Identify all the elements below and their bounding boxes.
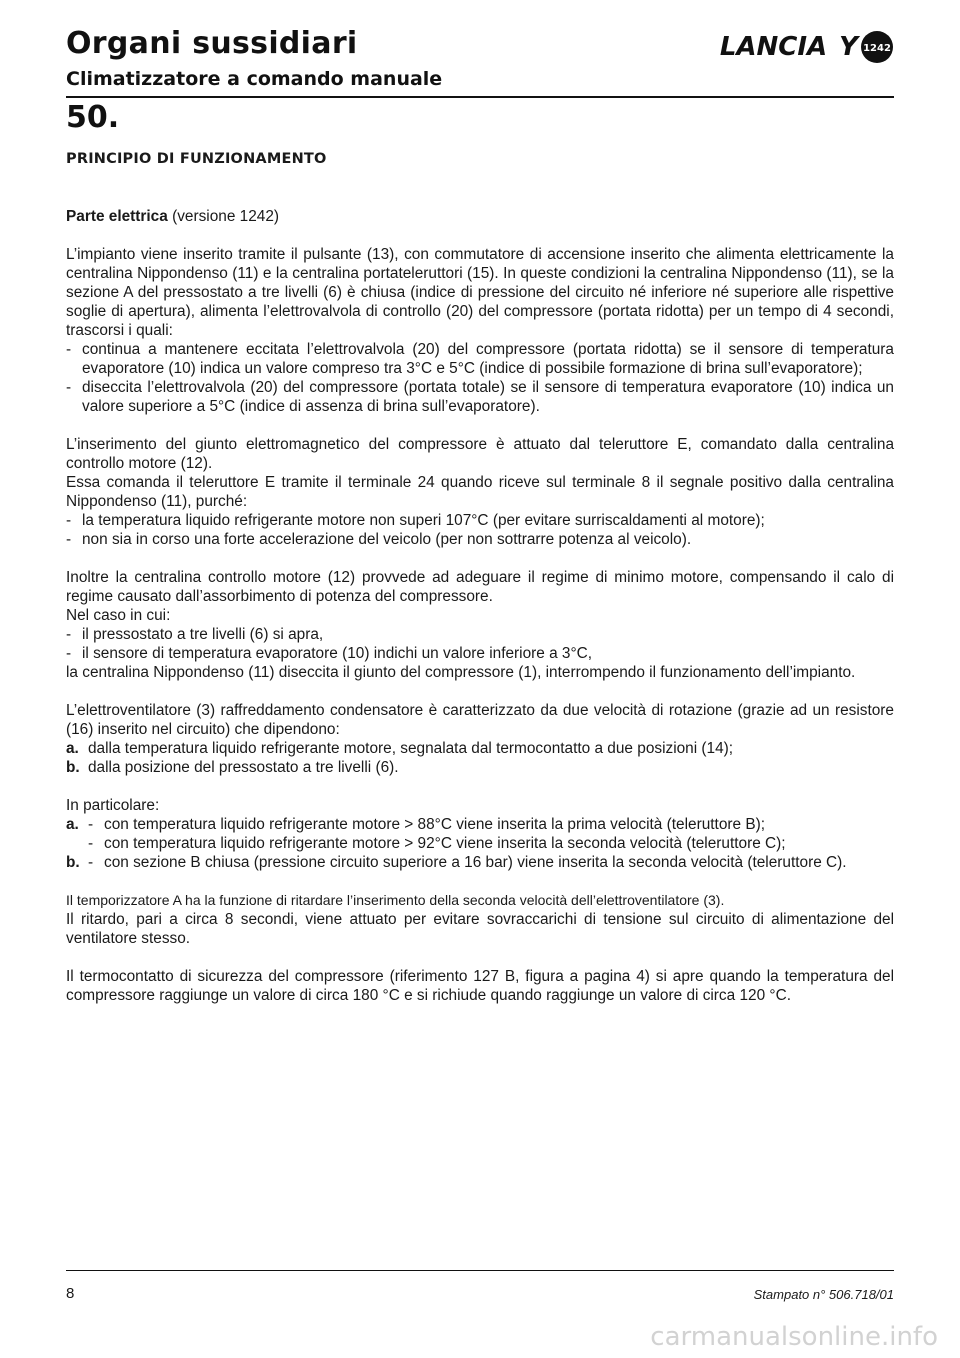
- paragraph-7: Il termocontatto di sicurezza del compressore (riferimento 127 B, figura a pagina 4) si apre quando la temperatura del compressore raggiunge un valore di circa 180 °C e si richiude quando raggiunge un valore di circa 120 °C.: [66, 968, 894, 1004]
- body-text: [66, 150, 894, 1005]
- footer-divider: [66, 1270, 894, 1271]
- print-reference: Stampato n° 506.718/01: [753, 1287, 894, 1302]
- list-item-text: continua a mantenere eccitata l’elettrovalvola (20) del compressore (portata ridotta) se il sensore di temperatura evaporatore (10) indica un valore compreso tra 3°C e 5°C (indice di possibile formazione di brina sull’evaporatore);: [82, 341, 894, 377]
- list-item-mark: b.: [66, 854, 80, 871]
- list-item-text: la temperatura liquido refrigerante motore non superi 107°C (per evitare surriscaldamenti al motore);: [82, 512, 765, 529]
- list-item-text: non sia in corso una forte accelerazione del veicolo (per non sottrarre potenza al veicolo).: [82, 531, 692, 548]
- paragraph-1: L’impianto viene inserito tramite il pulsante (13), con commutatore di accensione inserito che alimenta elettricamente la centralina Nippondenso (11) e la centralina portateleruttori (15). In queste condizioni la centralina Nippondenso (11), se la sezione A del pressostato a tre livelli (6) è chiusa (indice di pressione del circuito né inferiore né superiore alle rispettive soglie di apertura), alimenta l’elettrovalvola di controllo (20) del compressore (portata ridotta) per un tempo di 4 secondi, trascorsi i quali:: [66, 246, 894, 339]
- list-item: - diseccita l’elettrovalvola (20) del compressore (portata totale) se il sensore di temperatura evaporatore (10) indica un valore superiore a 5°C (indice di assenza di brina sull’evaporatore).: [66, 379, 894, 415]
- paragraph-3: Inoltre la centralina controllo motore (12) provvede ad adeguare il regime di minimo motore, compensando il calo di regime causato dall’assorbimento di potenza del compressore.: [66, 569, 894, 605]
- list-item: [66, 739, 894, 758]
- paragraph-3c: la centralina Nippondenso (11) diseccita il giunto del compressore (1), interrompendo il funzionamento dell’impianto.: [66, 664, 856, 681]
- list-item: [66, 853, 894, 872]
- brand-name: LANCIA: [719, 32, 828, 62]
- page-number: 8: [66, 1285, 75, 1302]
- sub-item: - con sezione B chiusa (pressione circuito superiore a 16 bar) viene inserita la seconda velocità (teleruttore C).: [88, 853, 894, 872]
- list-item-text: dalla posizione del pressostato a tre livelli (6).: [88, 759, 399, 776]
- paragraph-2b: Essa comanda il teleruttore E tramite il terminale 24 quando riceve sul terminale 8 il segnale positivo dalla centralina Nippondenso (11), purché:: [66, 474, 894, 510]
- sub-item: - con temperatura liquido refrigerante motore > 92°C viene inserita la seconda velocità (teleruttore C);: [88, 834, 894, 853]
- paragraph-5: In particolare:: [66, 797, 160, 814]
- list-item-text: il pressostato a tre livelli (6) si apra,: [82, 626, 324, 643]
- list-item: - non sia in corso una forte accelerazione del veicolo (per non sottrarre potenza al veicolo).: [66, 530, 894, 549]
- list-item-mark: b.: [66, 759, 80, 776]
- model-name: Y: [839, 32, 858, 62]
- list-item: - la temperatura liquido refrigerante motore non superi 107°C (per evitare surriscaldamenti al motore);: [66, 511, 894, 530]
- paragraph-3b: Nel caso in cui:: [66, 607, 171, 624]
- list-item-mark: a.: [66, 816, 79, 833]
- subheading: [66, 207, 894, 226]
- list-item: - il pressostato a tre livelli (6) si apra,: [66, 625, 894, 644]
- list-item: [66, 815, 894, 853]
- list-item-text: dalla temperatura liquido refrigerante motore, segnalata dal termocontatto a due posizioni (14);: [88, 740, 734, 757]
- sub-item-text: con temperatura liquido refrigerante motore > 92°C viene inserita la seconda velocità (teleruttore C);: [104, 835, 786, 852]
- header-divider: [66, 96, 894, 98]
- paragraph-6a: Il temporizzatore A ha la funzione di ritardare l’inserimento della seconda velocità dell’elettroventilatore (3).: [66, 892, 725, 908]
- section-title: Organi sussidiari: [66, 26, 358, 61]
- subheading-rest: (versione 1242): [167, 208, 280, 225]
- list-item: [66, 758, 894, 777]
- list-item-mark: a.: [66, 740, 79, 757]
- brand-logo: [720, 30, 894, 64]
- paragraph-2: L’inserimento del giunto elettromagnetico del compressore è attuato dal teleruttore E, comandato dalla centralina controllo motore (12).: [66, 436, 894, 472]
- page-heading: PRINCIPIO DI FUNZIONAMENTO: [66, 151, 327, 167]
- model-badge-icon: [860, 30, 894, 64]
- section-subtitle: Climatizzatore a comando manuale: [66, 68, 443, 90]
- subheading-bold: Parte elettrica: [66, 208, 168, 225]
- sub-item-text: con temperatura liquido refrigerante motore > 88°C viene inserita la prima velocità (teleruttore B);: [104, 816, 766, 833]
- section-number: 50.: [66, 100, 120, 135]
- list-item-text: il sensore di temperatura evaporatore (10) indichi un valore inferiore a 3°C,: [82, 645, 593, 662]
- watermark: carmanualsonline.info: [650, 1322, 938, 1352]
- sub-item: - con temperatura liquido refrigerante motore > 88°C viene inserita la prima velocità (teleruttore B);: [88, 815, 894, 834]
- model-badge-label: 1242: [863, 43, 891, 54]
- list-item: - continua a mantenere eccitata l’elettrovalvola (20) del compressore (portata ridotta) se il sensore di temperatura evaporatore (10) indica un valore compreso tra 3°C e 5°C (indice di possibile formazione di brina sull’evaporatore);: [66, 341, 894, 377]
- sub-item-text: con sezione B chiusa (pressione circuito superiore a 16 bar) viene inserita la seconda velocità (teleruttore C).: [104, 854, 847, 871]
- list-item-text: diseccita l’elettrovalvola (20) del compressore (portata totale) se il sensore di temperatura evaporatore (10) indica un valore superiore a 5°C (indice di assenza di brina sull’evaporatore).: [82, 379, 894, 415]
- paragraph-6b: Il ritardo, pari a circa 8 secondi, viene attuato per evitare sovraccarichi di tensione sul circuito di alimentazione del ventilatore stesso.: [66, 911, 894, 947]
- list-item: - il sensore di temperatura evaporatore (10) indichi un valore inferiore a 3°C,: [66, 644, 894, 663]
- paragraph-4: L’elettroventilatore (3) raffreddamento condensatore è caratterizzato da due velocità di rotazione (grazie ad un resistore (16) inserito nel circuito) che dipendono:: [66, 702, 894, 738]
